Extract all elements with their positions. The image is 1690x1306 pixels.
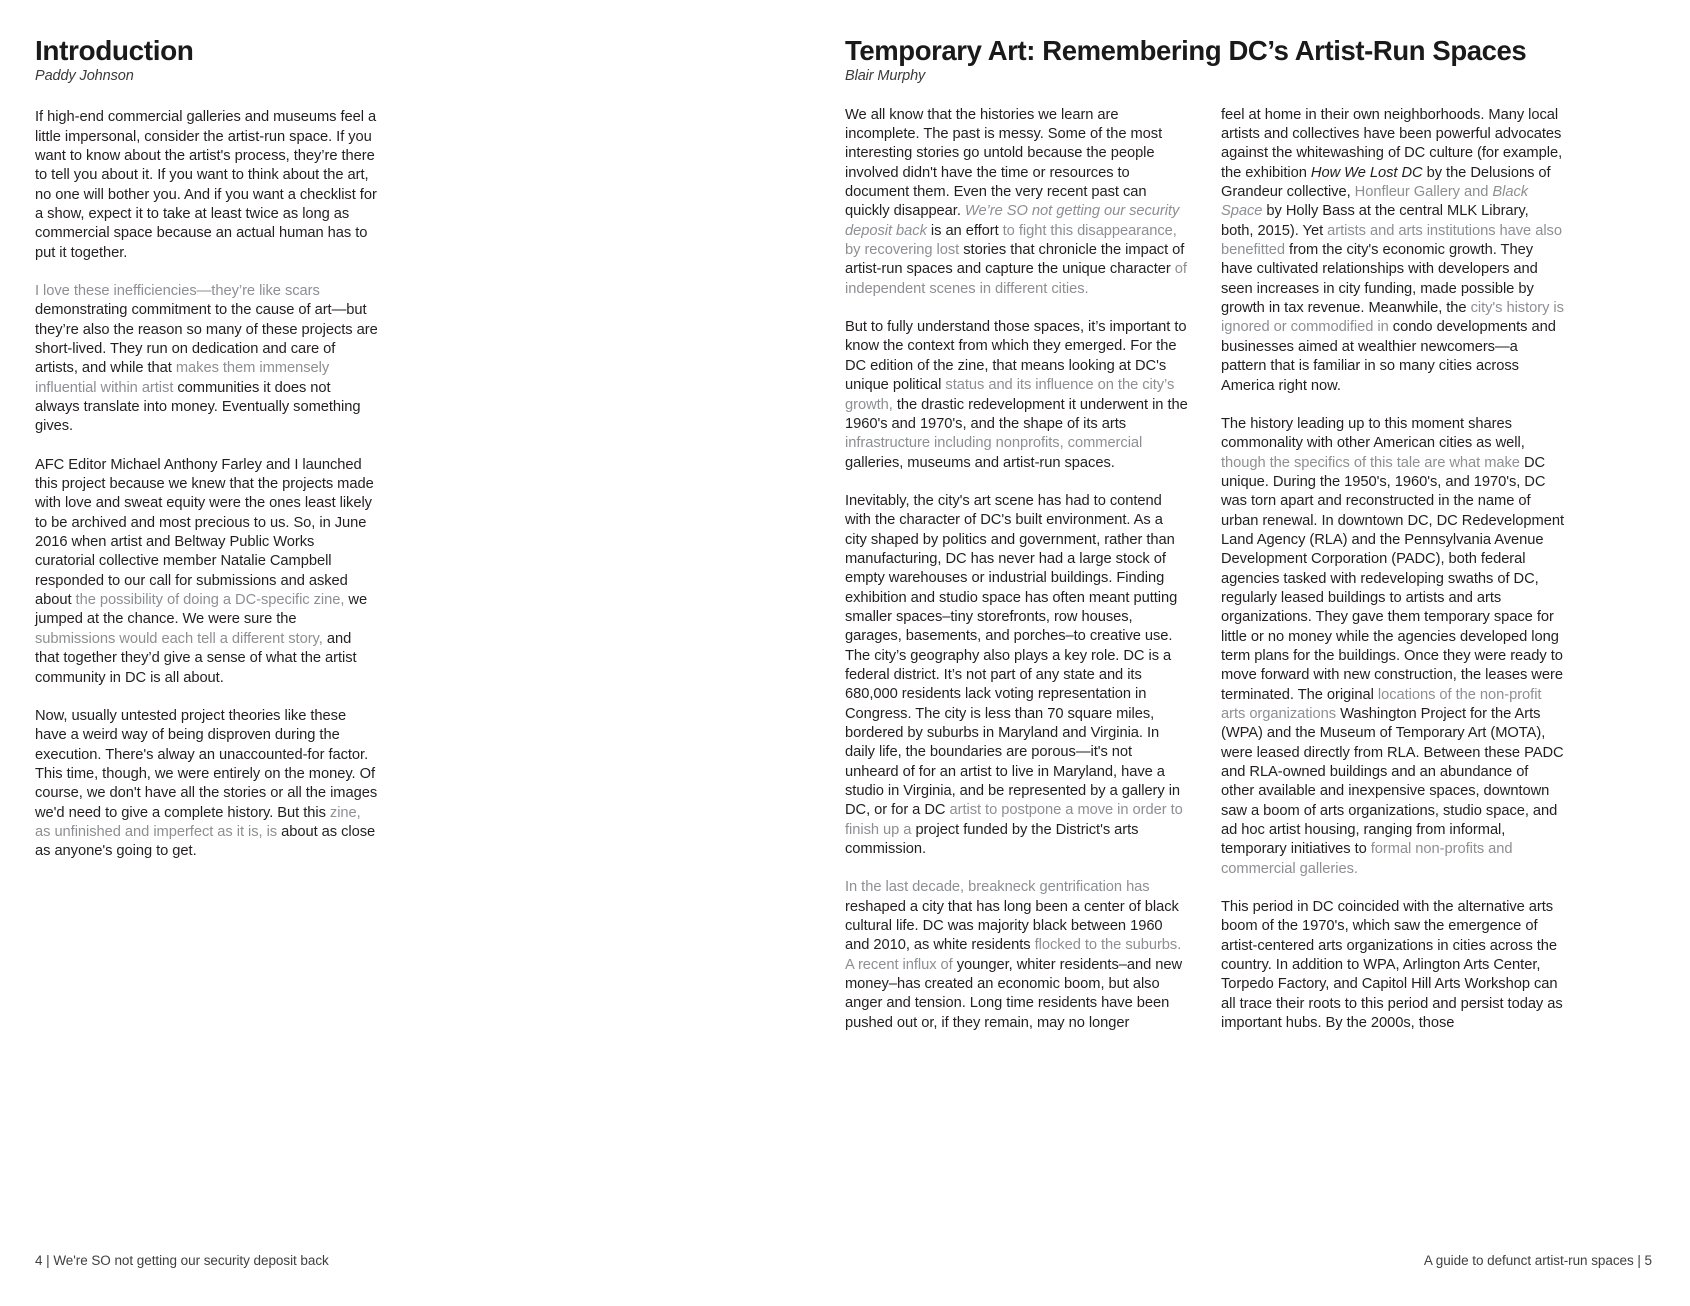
text-run: stories that chronicle the impact of artist-run spaces and capture the unique character [845,242,1185,278]
paragraph [35,707,378,862]
text-run: city's history is ignored or commodified in [1221,300,1564,336]
text-run: submissions would each tell a different story, [35,630,327,647]
right-article-header [845,36,1652,84]
text-run: demonstrating commitment to the cause of art—but they’re also the reason so many of these projects are short-lived. They run on dedication and care of artists, and while that [35,302,378,377]
text-run: If high-end commercial galleries and museums feel a little impersonal, consider the artist-run space. If you want to know about the artist's process, they’re there to tell you about it. If you want to think about the art, no one will bother you. And if you want a checklist for a show, expect it to take at least twice as long as commercial space because an actual human has to put it together. [35,109,377,261]
paragraph [845,318,1188,473]
text-run: infrastructure including nonprofits, commercial [845,435,1143,452]
text-run: I love these inefficiencies—they’re like scars [35,282,320,299]
text-run: by the Delusions of Grandeur collective, [1221,164,1551,201]
article-author: Paddy Johnson [35,68,134,85]
text-run: the possibility of doing a DC-specific zine, [75,592,349,609]
text-run: formal non-profits and commercial galleries. [1221,841,1513,877]
footer-right: A guide to defunct artist-run spaces | 5 [1423,1253,1652,1268]
left-page-columns [35,106,805,861]
text-run: zine, as unfinished and imperfect as it is, is [35,804,361,840]
text-run: to fight this disappearance, by recovering lost [845,222,1177,259]
text-run: communities it does not always translate into money. Eventually something gives. [35,379,361,435]
paragraph [1221,898,1564,1033]
text-run: makes them immensely influential within artist [35,360,330,396]
right-column-one [845,106,1188,1034]
text-run: by Holly Bass at the central MLK Library, both, 2015). Yet [1221,203,1529,239]
text-run: AFC Editor Michael Anthony Farley and I launched this project because we knew that the projects made with love and sweat equity were the ones least likely to be archived and most precious to us. So, in June 2016 when artist and Beltway Public Works curatorial collective member Natalie Campbell responded to our call for submissions and asked about [35,456,374,609]
paragraph [845,106,1188,299]
text-run: condo developments and businesses aimed at wealthier newcomers—a pattern that is familiar in so many cities across America right now. [1221,319,1556,394]
paragraph [35,108,378,263]
text-run: is an effort [926,222,1003,239]
paragraph [1221,106,1564,396]
page-title: Temporary Art: Remembering DC’s Artist-Run Spaces [845,35,1527,66]
footer-left: 4 | We're SO not getting our security deposit back [35,1253,329,1268]
text-run: status and its influence on the city’s growth, [845,377,1175,413]
text-run: of independent scenes in different cities. [845,261,1187,297]
paragraph [35,456,378,688]
text-run: Inevitably, the city's art scene has had to contend with the character of DC's built environment. As a city shaped by politics and government, rather than manufacturing, DC has never had a large stock of empty warehouses or industrial buildings. Finding exhibition and studio space has often meant putting smaller spaces–tiny storefronts, row houses, garages, basements, and porches–to creative use. The city’s geography also plays a key role. DC is a federal district. It’s not part of any state and its 680,000 residents lack voting representation in Congress. The city is less than 70 square miles, bordered by suburbs in Maryland and Virginia. In daily life, the boundaries are porous—it's not unheard of for an artist to live in Maryland, have a studio in Virginia, and be represented by a gallery in DC, or for a DC [845,492,1181,819]
text-run: galleries, museums and artist-run spaces. [845,454,1115,471]
text-run: artists and arts institutions have also benefitted [1221,222,1562,259]
right-page-columns [845,106,1652,1034]
paragraph [1221,415,1564,879]
paragraph [845,878,1188,1033]
text-run: Black Space [1221,184,1529,220]
left-column-two-empty [411,106,754,861]
text-run: Now, usually untested project theories like these have a weird way of being disproven during the execution. There's alway an unaccounted-for factor. This time, though, we were entirely on the money. Of course, we don't have all the stories or all the images we'd need to give a complete history. But this [35,707,378,821]
text-run: locations of the non-profit arts organizations [1221,686,1542,722]
text-run: But to fully understand those spaces, it’s important to know the context from which they emerged. For the DC edition of the zine, that means looking at DC's unique political [845,319,1187,394]
text-run: from the city's economic growth. They have cultivated relationships with developers and seen increases in city funding, made possible by growth in tax revenue. Meanwhile, the [1221,242,1538,317]
text-run: and that together they’d give a sense of what the artist community in DC is all about. [35,630,357,686]
text-run: feel at home in their own neighborhoods. Many local artists and collectives have been powerful advocates against the whitewashing of DC culture (for example, the exhibition [1221,106,1563,181]
text-run: We all know that the histories we learn are incomplete. The past is messy. Some of the most interesting stories go untold because the people involved didn't have the time or resources to document them. Even the very recent past can quickly disappear. [845,106,1163,220]
text-run: This period in DC coincided with the alternative arts boom of the 1970's, which saw the emergence of artist-centered arts organizations in cities across the country. In addition to WPA, Arlington Arts Center, Torpedo Factory, and Capitol Hill Arts Workshop can all trace their roots to this period and persist today as important hubs. By the 2000s, those [1221,899,1563,1032]
text-run: DC unique. During the 1950's, 1960's, and 1970's, DC was torn apart and reconstructed in the name of urban renewal. In downtown DC, DC Redevelopment Land Agency (RLA) and the Pennsylvania Avenue Development Corporation (PADC), both federal agencies tasked with redeveloping swaths of DC, regularly leased buildings to artists and arts organizations. They gave them temporary space for little or no money while the agencies developed long term plans for the buildings. Once they were ready to move forward with new construction, the leases were terminated. The original [1221,454,1564,703]
right-column-two [1221,106,1564,1034]
text-run: How We Lost DC [1310,164,1423,181]
text-run: the drastic redevelopment it underwent in the 1960's and 1970's, and the shape of its arts [845,396,1188,432]
left-article-header [35,36,805,84]
paragraph [845,492,1188,860]
text-run: Washington Project for the Arts (WPA) and the Museum of Temporary Art (MOTA), were leased directly from RLA. Between these PADC and RLA-owned buildings and an abundance of other available and inexpensive spaces, downtown saw a boom of arts organizations, studio space, and ad hoc artist housing, ranging from informal, temporary initiatives to [1221,706,1564,858]
text-run: younger, whiter residents–and new money–has created an economic boom, but also anger and tension. Long time residents have been pushed out or, if they remain, may no longer [845,956,1183,1031]
text-run: about as close as anyone's going to get. [35,823,376,860]
text-run: reshaped a city that has long been a center of black cultural life. DC was majority black between 1960 and 2010, as white residents [845,898,1179,954]
text-run: artist to postpone a move in order to finish up a [845,802,1183,838]
paragraph [35,282,378,437]
page-title: Introduction [35,35,194,66]
left-column-one [35,106,378,861]
text-run: In the last decade, breakneck gentrification has [845,879,1150,896]
text-run: Honfleur Gallery and [1354,184,1493,201]
text-run: flocked to the suburbs. A recent influx of [845,937,1182,973]
article-author: Blair Murphy [845,67,926,84]
text-run: though the specifics of this tale are what make [1221,454,1524,471]
text-run: The history leading up to this moment shares commonality with other American cities as well, [1221,415,1525,452]
text-run: we jumped at the chance. We were sure the [35,592,368,628]
page-right [845,0,1690,1306]
text-run: We’re SO not getting our security deposit back [845,203,1180,239]
text-run: project funded by the District's arts commission. [845,821,1139,858]
